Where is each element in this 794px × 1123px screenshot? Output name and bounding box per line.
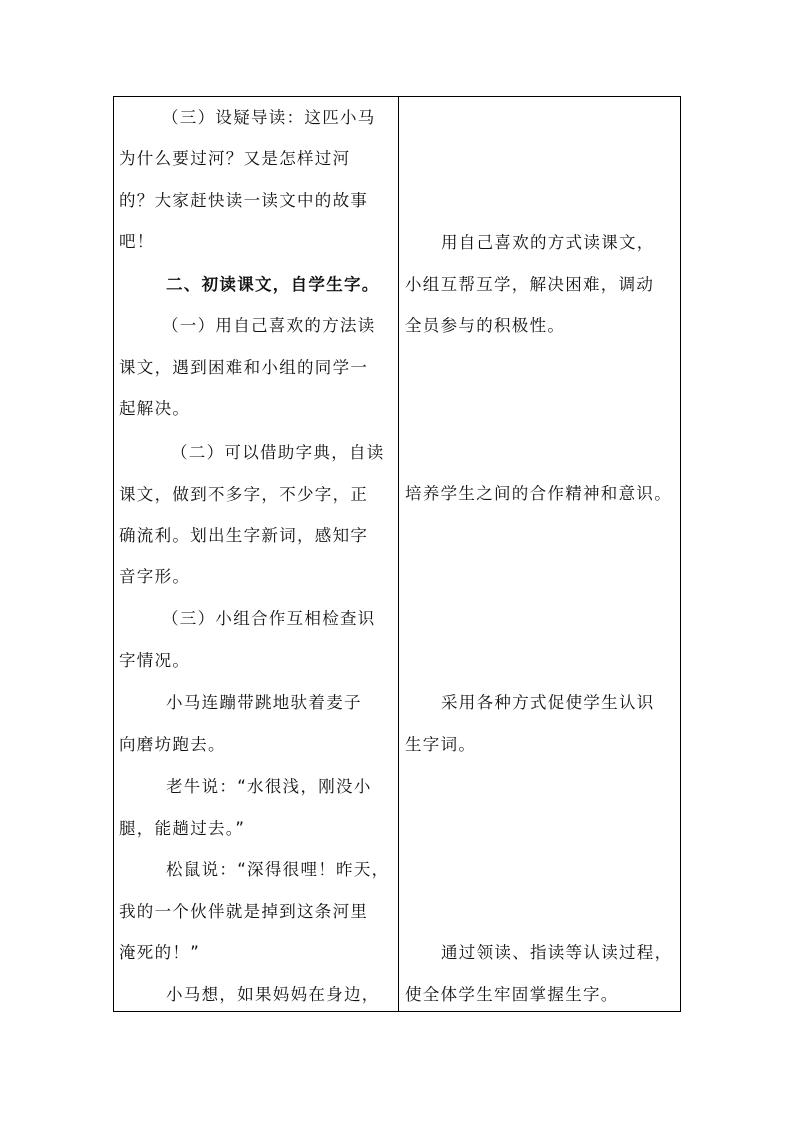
lesson-plan-table xyxy=(113,96,681,1012)
text-line: 生字词。 xyxy=(405,735,477,754)
text-line: 小马连蹦带跳地驮着麦子 xyxy=(166,693,362,712)
column-divider xyxy=(398,97,399,1011)
text-line: 全员参与的积极性。 xyxy=(405,316,566,335)
text-line: （三）设疑导读：这匹小马 xyxy=(162,108,376,127)
section-heading: 二、初读课文，自学生字。 xyxy=(166,275,380,294)
text-line: 为什么要过河？又是怎样过河 xyxy=(119,149,351,168)
text-line: 使全体学生牢固掌握生字。 xyxy=(405,985,619,1004)
text-line: 的？大家赶快读一读文中的故事 xyxy=(119,191,369,210)
text-line: 通过领读、指读等认读过程， xyxy=(441,943,673,962)
text-line: 小组互帮互学，解决困难，调动 xyxy=(405,275,655,294)
text-line: 培养学生之间的合作精神和意识。 xyxy=(405,484,672,503)
text-line: 松鼠说：“深得很哩！昨天， xyxy=(166,860,390,879)
text-line: 老牛说：“水很浅，刚没小 xyxy=(166,777,372,796)
text-line: 课文，遇到困难和小组的同学一 xyxy=(119,358,369,377)
text-line: （一）用自己喜欢的方法读 xyxy=(162,316,376,335)
text-line: 确流利。划出生字新词，感知字 xyxy=(119,526,369,545)
text-line: 起解决。 xyxy=(119,399,191,418)
text-line: 用自己喜欢的方式读课文， xyxy=(441,233,655,252)
text-line: （三）小组合作互相检查识 xyxy=(162,609,376,628)
text-line: 腿，能趟过去。” xyxy=(119,819,246,838)
text-line: 采用各种方式促使学生认识 xyxy=(441,693,655,712)
text-line: 淹死的！” xyxy=(119,943,201,962)
text-line: 字情况。 xyxy=(119,651,191,670)
text-line: 小马想，如果妈妈在身边， xyxy=(166,985,380,1004)
text-line: 课文，做到不多字，不少字，正 xyxy=(119,485,369,504)
text-line: 吧！ xyxy=(119,232,155,251)
text-line: 音字形。 xyxy=(119,567,191,586)
text-line: （二）可以借助字典，自读 xyxy=(171,443,385,462)
text-line: 我的一个伙伴就是掉到这条河里 xyxy=(119,902,369,921)
text-line: 向磨坊跑去。 xyxy=(119,735,226,754)
